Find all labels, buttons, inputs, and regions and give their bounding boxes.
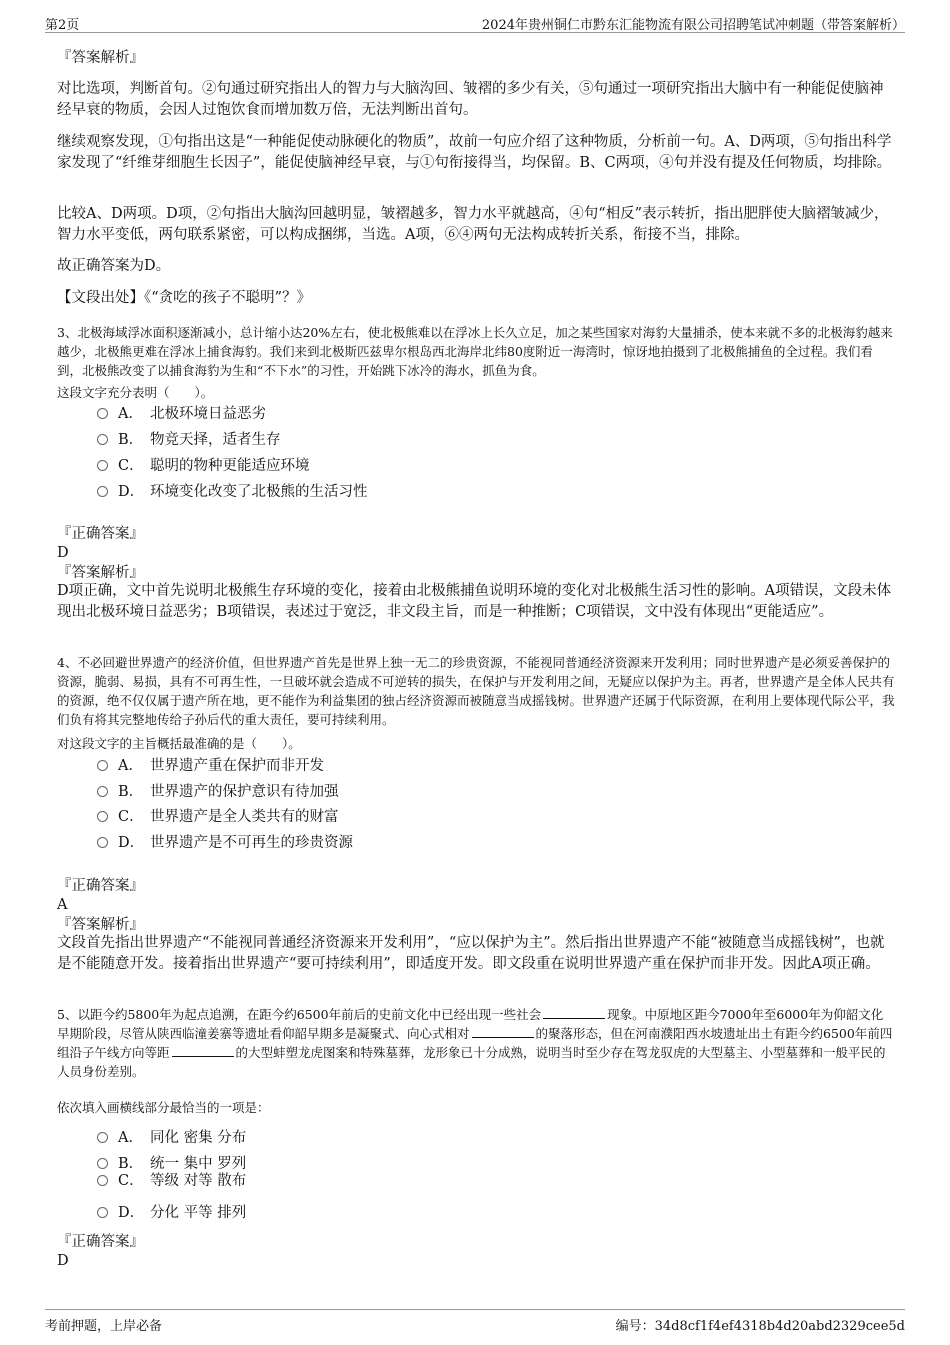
q3-option-b[interactable]: B． 物竞天择，适者生存 — [97, 429, 281, 451]
page-footer — [45, 1309, 905, 1334]
q5-option-d[interactable]: D． 分化 平等 排列 — [97, 1202, 246, 1224]
q5-answer-label: 『正确答案』 — [57, 1234, 144, 1250]
q2-analysis-p2: 继续观察发现，①句指出这是“一种能促使动脉硬化的物质”，故前一句应介绍了这种物质，分析前一句。A、D两项，⑤句指出科学家发现了“纤维芽细胞生长因子”，能促使脑神经早衰，与①句衔接得当，均保留。B、C两项，④句并没有提及任何物质，均排除。 — [57, 134, 892, 171]
q4-stem: 4、不必回避世界遗产的经济价值，但世界遗产首先是世界上独一无二的珍贵资源，不能视同普通经济资源来开发利用；同时世界遗产是必须妥善保护的资源，脆弱、易损，具有不可再生性，一旦破坏就会造成不可逆转的损失，在保护与开发利用之间，无疑应以保护为主。再者，世界遗产是全体人民共有的资源，绝不仅仅属于遗产所在地，更不能作为利益集团的独占经济资源而被随意当成摇钱树。世界遗产还属于代际资源，在利用上要体现代际公平，我们负有将其完整地传给子孙后代的重大责任，要可持续利用。 — [57, 655, 895, 727]
radio-icon[interactable] — [97, 408, 108, 419]
q5-answer: D — [57, 1253, 69, 1269]
q3-analysis-label: 『答案解析』 — [57, 565, 144, 581]
q4-option-d[interactable]: D． 世界遗产是不可再生的珍贵资源 — [97, 832, 353, 854]
q4-question: 对这段文字的主旨概括最准确的是（ ）。 — [57, 736, 301, 751]
q2-source: 【文段出处】《“贪吃的孩子不聪明”？》 — [57, 290, 312, 306]
radio-icon[interactable] — [97, 486, 108, 497]
q3-analysis: D项正确，文中首先说明北极熊生存环境的变化，接着由北极熊捕鱼说明环境的变化对北极熊生活习性的影响。A项错误，文段未体现出北极环境日益恶劣；B项错误，表述过于宽泛，非文段主旨，而是一种推断；C项错误，文中没有体现出“更能适应”。 — [57, 583, 892, 620]
q4-answer: A — [57, 897, 68, 913]
q4-option-a[interactable]: A． 世界遗产重在保护而非开发 — [97, 755, 324, 777]
q3-answer: D — [57, 545, 69, 561]
document-code-label: 编号： — [615, 1319, 655, 1334]
footer-slogan: 考前押题，上岸必备 — [45, 1319, 163, 1334]
q2-conclusion: 故正确答案为D。 — [57, 258, 171, 274]
q5-stem: 5、以距今约5800年为起点追溯，在距今约6500年前后的史前文化中已经出现一些社会 现象。中原地区距今7000年至6000年为仰韶文化早期阶段，尽管从陕西临潼姜寨等遗址看仰韶早期多是凝聚式、向心式相对 的聚落形态，但在河南濮阳西水坡遗址出土有距今约6500年前四组沿子午线方向等距 的大型蚌塑龙虎图案和特殊墓葬，龙形象已十分成熟，说明当时至少存在驾龙驭虎的大型墓主、小型墓葬和一般平民的人员身份差别。 — [57, 1007, 893, 1079]
page-number: 第2页 — [45, 18, 80, 33]
radio-icon[interactable] — [97, 1175, 108, 1186]
q3-question: 这段文字充分表明（ ）。 — [57, 385, 214, 400]
radio-icon[interactable] — [97, 1158, 108, 1169]
q2-analysis-p3: 比较A、D两项。D项，②句指出大脑沟回越明显，皱褶越多，智力水平就越高，④句“相反”表示转折，指出肥胖使大脑褶皱减少，智力水平变低，两句联系紧密，可以构成捆绑，当选。A项，⑥④两句无法构成转折关系，衔接不当，排除。 — [57, 206, 889, 243]
q2-analysis-p1: 对比选项，判断首句。②句通过研究指出人的智力与大脑沟回、皱褶的多少有关，⑤句通过一项研究指出大脑中有一种能促使脑神经早衰的物质，会因人过饱饮食而增加数万倍，无法判断出首句。 — [57, 81, 884, 118]
q3-stem: 3、北极海域浮冰面积逐渐减小，总计缩小达20%左右，使北极熊难以在浮冰上长久立足，加之某些国家对海豹大量捕杀，使本来就不多的北极海豹越来越少，北极熊更难在浮冰上捕食海豹。我们来到北极斯匹兹卑尔根岛西北海岸北纬80度附近一海湾时，惊讶地拍摄到了北极熊捕鱼的全过程。我们看到，北极熊改变了以捕食海豹为生和“不下水”的习性，开始跳下冰冷的海水，抓鱼为食。 — [57, 325, 893, 378]
radio-icon[interactable] — [97, 837, 108, 848]
fill-blank-1[interactable] — [543, 1006, 605, 1019]
fill-blank-3[interactable] — [172, 1044, 234, 1057]
q3-option-c[interactable]: C． 聪明的物种更能适应环境 — [97, 455, 310, 477]
document-code — [616, 1315, 905, 1334]
q4-option-c[interactable]: C． 世界遗产是全人类共有的财富 — [97, 806, 339, 828]
q4-option-b[interactable]: B． 世界遗产的保护意识有待加强 — [97, 781, 339, 803]
radio-icon[interactable] — [97, 760, 108, 771]
radio-icon[interactable] — [97, 1132, 108, 1143]
q4-analysis-label: 『答案解析』 — [57, 917, 144, 933]
q3-option-a[interactable]: A． 北极环境日益恶劣 — [97, 403, 266, 425]
fill-blank-2[interactable] — [472, 1025, 534, 1038]
q5-option-c[interactable]: C． 等级 对等 散布 — [97, 1170, 246, 1192]
radio-icon[interactable] — [97, 1207, 108, 1218]
q3-answer-label: 『正确答案』 — [57, 526, 144, 542]
q2-analysis-label: 『答案解析』 — [57, 50, 144, 66]
q5-option-b[interactable]: B． 统一 集中 罗列 — [97, 1153, 246, 1175]
q3-option-d[interactable]: D． 环境变化改变了北极熊的生活习性 — [97, 481, 368, 503]
q5-question: 依次填入画横线部分最恰当的一项是： — [57, 1100, 270, 1115]
radio-icon[interactable] — [97, 434, 108, 445]
q5-option-a[interactable]: A． 同化 密集 分布 — [97, 1127, 246, 1149]
document-title: 2024年贵州铜仁市黔东汇能物流有限公司招聘笔试冲刺题（带答案解析） — [481, 18, 905, 33]
radio-icon[interactable] — [97, 786, 108, 797]
q4-answer-label: 『正确答案』 — [57, 878, 144, 894]
document-code-value: 34d8cf1f4ef4318b4d20abd2329cee5d — [654, 1319, 905, 1334]
radio-icon[interactable] — [97, 811, 108, 822]
page-header — [45, 12, 905, 33]
radio-icon[interactable] — [97, 460, 108, 471]
q4-analysis: 文段首先指出世界遗产“不能视同普通经济资源来开发利用”，“应以保护为主”。然后指出世界遗产不能“被随意当成摇钱树”，也就是不能随意开发。接着指出世界遗产“要可持续利用”，即适度开发。即文段重在说明世界遗产重在保护而非开发。因此A项正确。 — [57, 935, 885, 972]
